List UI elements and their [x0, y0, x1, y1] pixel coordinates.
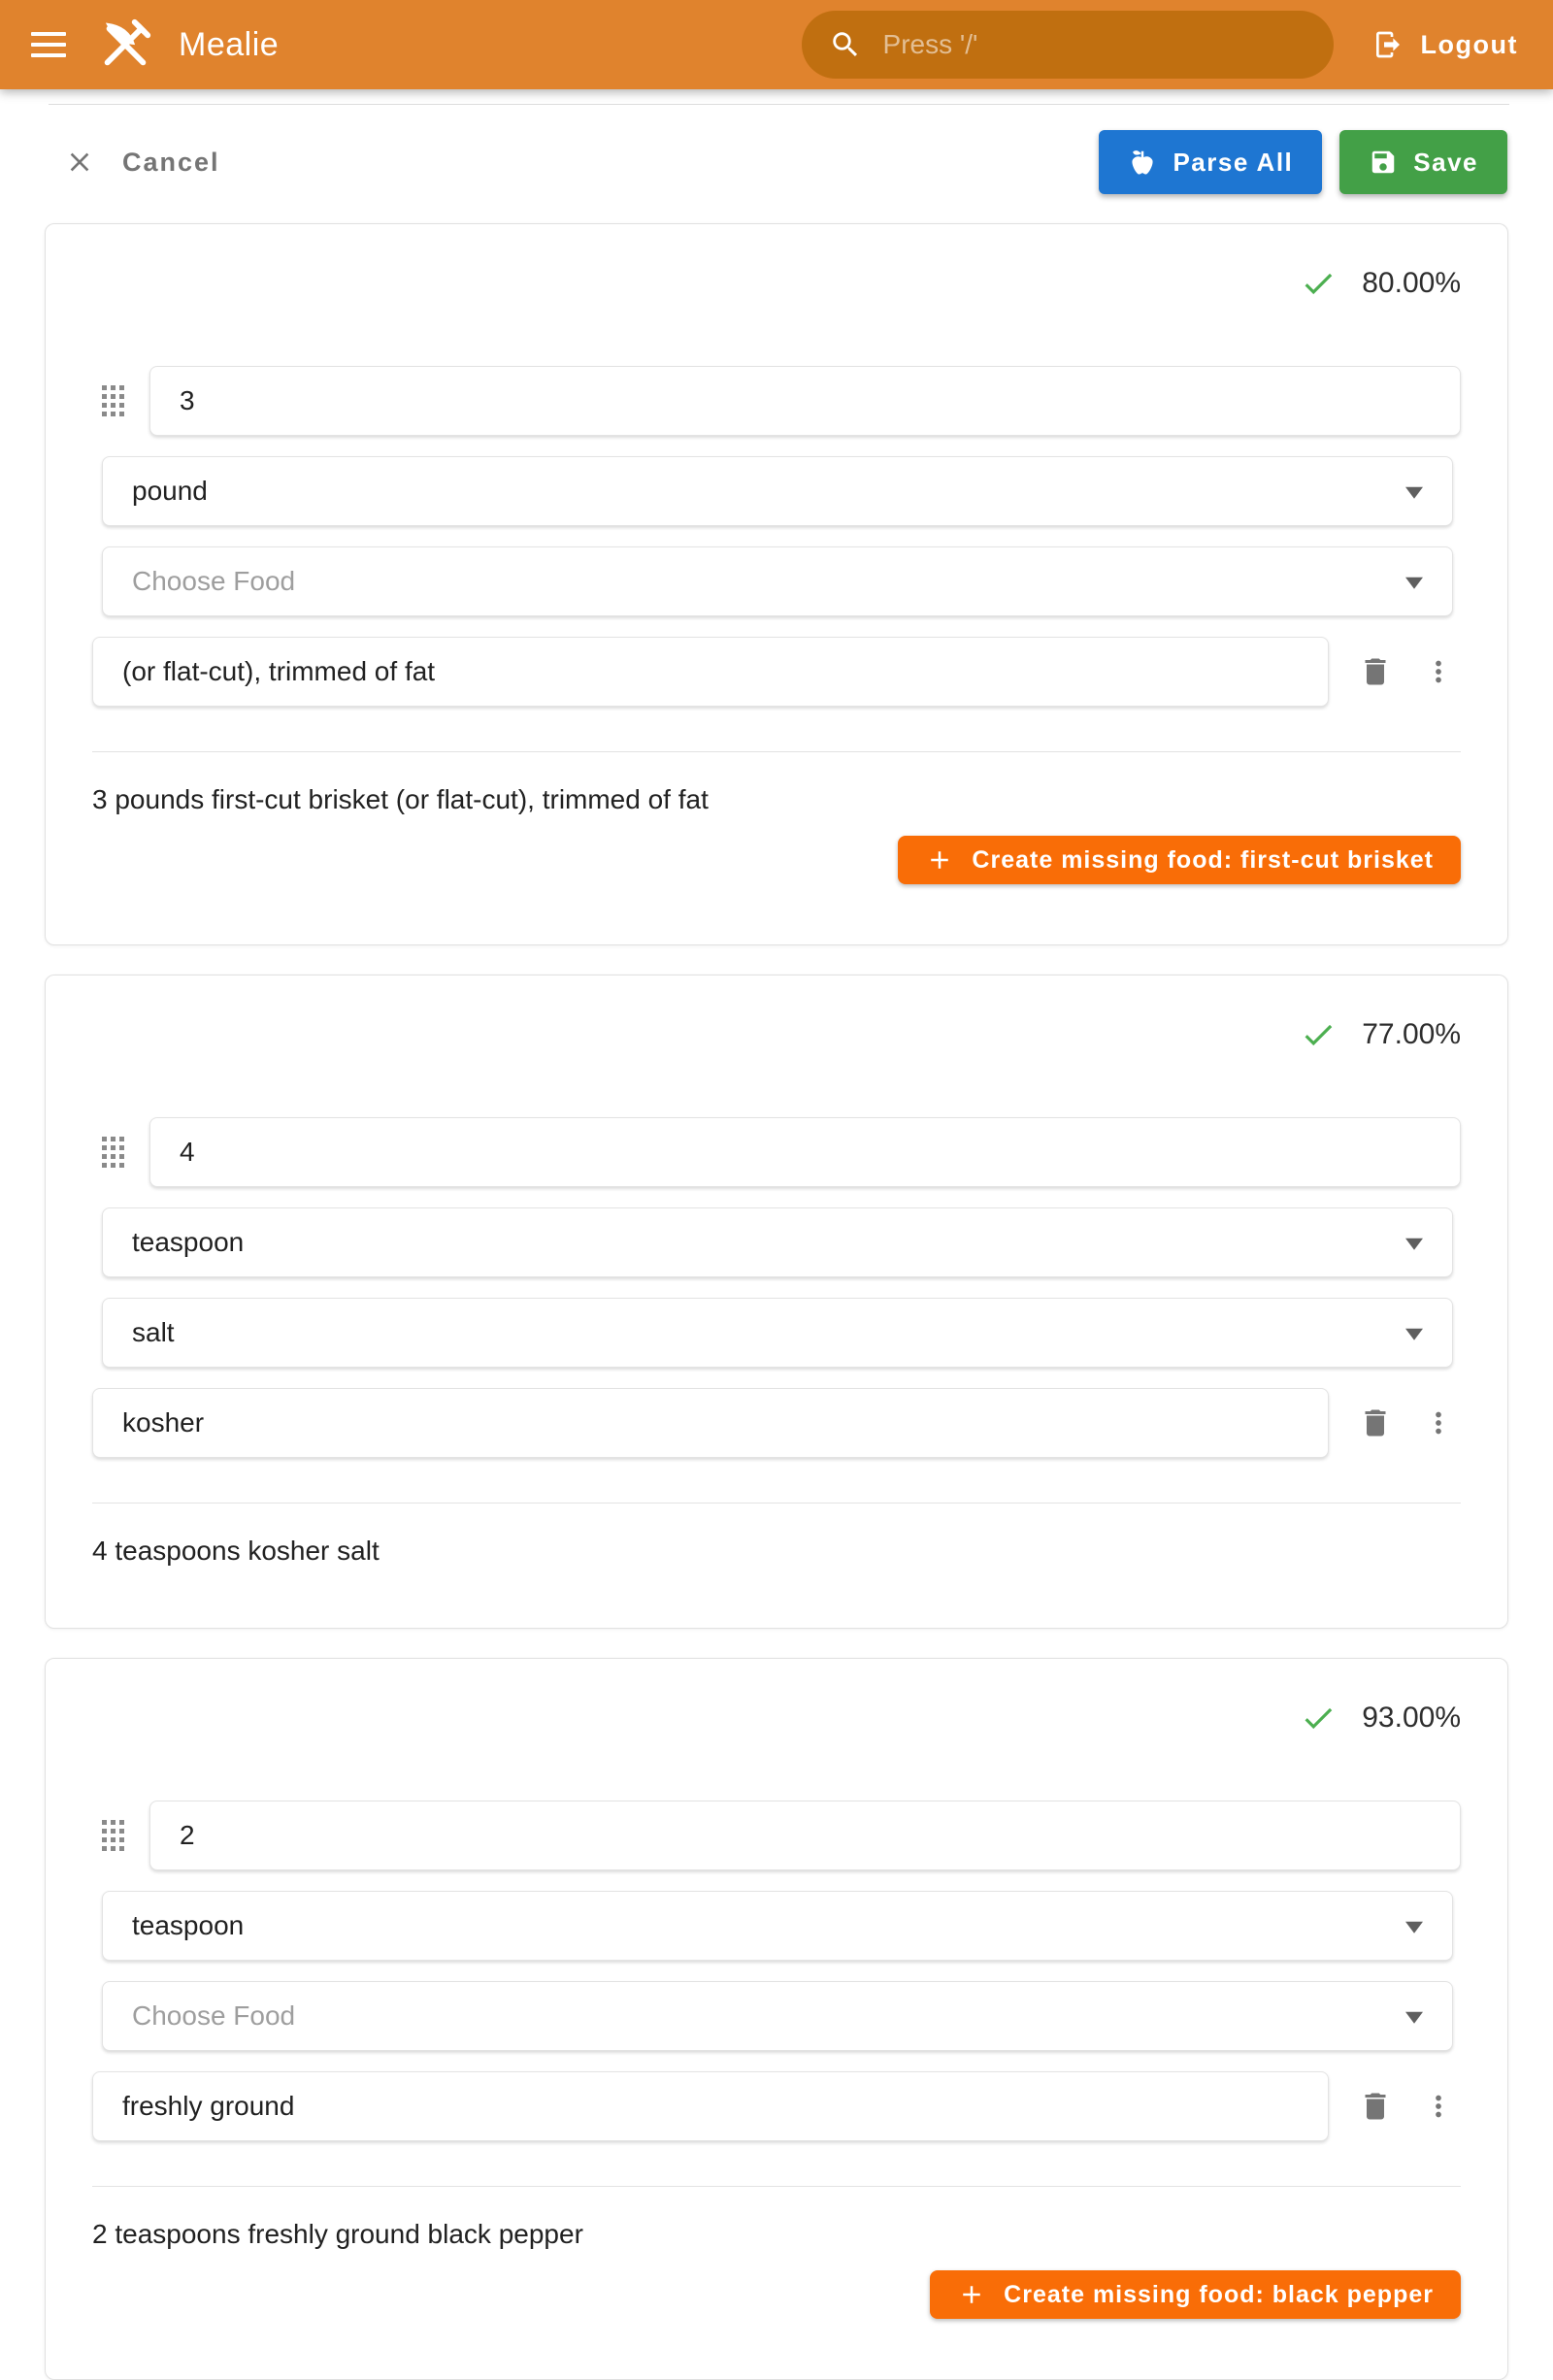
unit-select[interactable] — [102, 1207, 1453, 1277]
chevron-down-icon — [1405, 1329, 1423, 1340]
unit-select[interactable] — [102, 456, 1453, 526]
note-field — [92, 1388, 1329, 1458]
ingredient-card — [45, 975, 1508, 1629]
toolbar-divider — [49, 104, 1509, 105]
note-input[interactable] — [122, 2091, 1299, 2122]
card-divider — [92, 751, 1461, 752]
quantity-input[interactable] — [180, 1137, 1431, 1168]
more-options-button[interactable] — [1416, 649, 1461, 694]
quantity-field — [149, 366, 1461, 436]
original-ingredient-text: 2 teaspoons freshly ground black pepper — [92, 2219, 583, 2249]
drag-handle-icon[interactable] — [102, 385, 124, 416]
original-ingredient-text: 3 pounds first-cut brisket (or flat-cut), trimmed of fat — [92, 784, 709, 814]
save-label: Save — [1413, 147, 1478, 177]
note-row — [92, 1388, 1461, 1458]
unit-row — [102, 1891, 1453, 1961]
chevron-down-icon — [1405, 578, 1423, 589]
plus-icon — [925, 845, 954, 875]
parse-all-button[interactable] — [1099, 130, 1322, 194]
food-row — [102, 1298, 1453, 1368]
note-input[interactable] — [122, 1407, 1299, 1438]
quantity-row — [92, 1801, 1461, 1870]
confidence-row — [92, 1700, 1461, 1736]
drag-handle-icon[interactable] — [102, 1820, 124, 1851]
food-placeholder: Choose Food — [132, 2000, 296, 2031]
plus-icon — [957, 2280, 986, 2309]
quantity-field — [149, 1117, 1461, 1187]
save-button[interactable] — [1339, 130, 1507, 194]
apple-icon — [1128, 148, 1157, 177]
app-bar — [0, 0, 1553, 89]
logout-button[interactable] — [1367, 28, 1524, 61]
delete-button[interactable] — [1352, 1400, 1399, 1446]
create-missing-food-label: Create missing food: black pepper — [1004, 2280, 1434, 2308]
quantity-row — [92, 366, 1461, 436]
chevron-down-icon — [1405, 1239, 1423, 1250]
save-icon — [1369, 148, 1398, 177]
note-field — [92, 2071, 1329, 2141]
confidence-value: 80.00% — [1362, 267, 1461, 299]
quantity-field — [149, 1801, 1461, 1870]
food-select[interactable] — [102, 1981, 1453, 2051]
confidence-row — [92, 265, 1461, 302]
mealie-logo-icon — [95, 15, 155, 75]
chevron-down-icon — [1405, 2012, 1423, 2024]
quantity-input[interactable] — [180, 1820, 1431, 1851]
chevron-down-icon — [1405, 487, 1423, 499]
parse-all-label: Parse All — [1173, 147, 1294, 177]
card-divider — [92, 2186, 1461, 2187]
note-input[interactable] — [122, 656, 1299, 687]
ingredient-card — [45, 1658, 1508, 2380]
note-row — [92, 637, 1461, 707]
unit-select[interactable] — [102, 1891, 1453, 1961]
food-row — [102, 1981, 1453, 2051]
food-select[interactable] — [102, 1298, 1453, 1368]
logout-icon — [1372, 29, 1404, 60]
confidence-value: 77.00% — [1362, 1018, 1461, 1050]
search-input[interactable] — [881, 28, 1306, 61]
unit-value: teaspoon — [132, 1227, 245, 1257]
parser-toolbar — [58, 130, 1507, 194]
quantity-row — [92, 1117, 1461, 1187]
chevron-down-icon — [1405, 1922, 1423, 1934]
check-icon — [1300, 1700, 1337, 1736]
delete-button[interactable] — [1352, 648, 1399, 695]
food-select[interactable] — [102, 546, 1453, 616]
unit-row — [102, 1207, 1453, 1277]
hamburger-menu-icon[interactable] — [23, 17, 74, 72]
unit-row — [102, 456, 1453, 526]
check-icon — [1300, 1016, 1337, 1053]
app-title: Mealie — [179, 25, 280, 63]
ingredient-card — [45, 223, 1508, 945]
unit-value: teaspoon — [132, 1910, 245, 1940]
confidence-row — [92, 1016, 1461, 1053]
note-row — [92, 2071, 1461, 2141]
logout-label: Logout — [1420, 29, 1518, 59]
original-ingredient-text: 4 teaspoons kosher salt — [92, 1536, 380, 1566]
check-icon — [1300, 265, 1337, 302]
note-field — [92, 637, 1329, 707]
create-missing-food-button[interactable] — [930, 2270, 1461, 2319]
create-missing-food-button[interactable] — [898, 836, 1461, 884]
cancel-label: Cancel — [122, 147, 220, 177]
card-divider — [92, 1503, 1461, 1504]
unit-value: pound — [132, 476, 208, 506]
cancel-button[interactable] — [58, 146, 226, 179]
more-options-button[interactable] — [1416, 2084, 1461, 2129]
search-icon — [829, 28, 862, 61]
delete-button[interactable] — [1352, 2083, 1399, 2130]
quantity-input[interactable] — [180, 385, 1431, 416]
food-value: salt — [132, 1317, 175, 1347]
food-row — [102, 546, 1453, 616]
drag-handle-icon[interactable] — [102, 1137, 124, 1168]
confidence-value: 93.00% — [1362, 1702, 1461, 1734]
search-bar[interactable] — [802, 11, 1334, 79]
food-placeholder: Choose Food — [132, 566, 296, 596]
create-missing-food-label: Create missing food: first-cut brisket — [972, 845, 1434, 874]
more-options-button[interactable] — [1416, 1401, 1461, 1445]
close-icon — [64, 147, 95, 178]
